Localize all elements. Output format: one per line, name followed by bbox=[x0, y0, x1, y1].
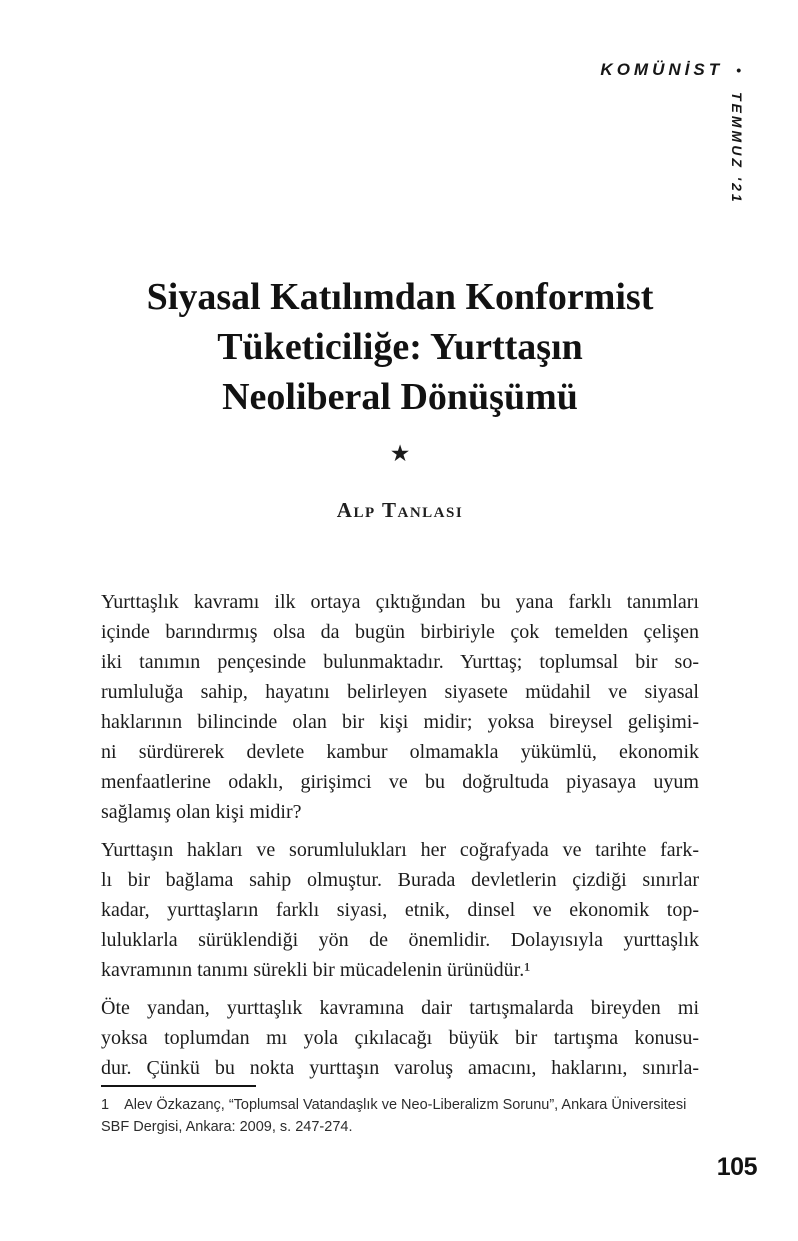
text-line: Tüketiciliğe: Yurttaşın bbox=[217, 326, 583, 368]
journal-masthead bbox=[600, 60, 741, 80]
article-title bbox=[100, 272, 700, 422]
paragraph bbox=[101, 993, 699, 1083]
bullet-icon: • bbox=[736, 62, 741, 78]
paragraph bbox=[101, 587, 699, 827]
footnote-line: SBF Dergisi, Ankara: 2009, s. 247-274. bbox=[101, 1119, 353, 1135]
text-line: Neoliberal Dönüşümü bbox=[222, 376, 578, 418]
page-number: 105 bbox=[716, 1153, 757, 1181]
text-line: menfaatlerine odaklı, girişimci ve bu doğrultuda piyasaya uyum bbox=[101, 771, 699, 793]
text-line: kadar, yurttaşların farklı siyasi, etnik, dinsel ve ekonomik top- bbox=[101, 899, 699, 921]
text-line: sağlamış olan kişi midir? bbox=[101, 801, 302, 823]
issue-label: TEMMUZ '21 bbox=[729, 92, 745, 205]
author-name: Alp Tanlası bbox=[336, 498, 464, 522]
footnote-text: Alev Özkazanç, “Toplumsal Vatandaşlık ve Neo-Liberalizm Sorunu”, Ankara Üniversitesi bbox=[124, 1097, 687, 1113]
text-line: Yurttaşın hakları ve sorumlulukları her coğrafyada ve tarihte fark- bbox=[101, 839, 699, 861]
text-line: kavramının tanımı sürekli bir mücadelenin ürünüdür.¹ bbox=[101, 959, 531, 981]
footnote-line bbox=[101, 1094, 701, 1116]
paragraph bbox=[101, 835, 699, 985]
text-line: iki tanımın pençesinde bulunmaktadır. Yurttaş; toplumsal bir so- bbox=[101, 651, 699, 673]
text-line: rumluluğa sahip, hayatını belirleyen siyasete müdahil ve siyasal bbox=[101, 681, 699, 703]
text-line: luluklarla sürüklendiği yön de önemlidir. Dolayısıyla yurttaşlık bbox=[101, 929, 699, 951]
text-line: yoksa toplumdan mı yola çıkılacağı büyük bir tartışma konusu- bbox=[101, 1027, 699, 1049]
footnote-number: 1 bbox=[101, 1097, 110, 1113]
star-icon: ★ bbox=[389, 441, 411, 466]
text-line: Öte yandan, yurttaşlık kavramına dair tartışmalarda bireyden mi bbox=[101, 997, 699, 1019]
text-line: ni sürdürerek devlete kambur olmamakla yükümlü, ekonomik bbox=[101, 741, 699, 763]
text-line: lı bir bağlama sahip olmuştur. Burada devletlerin çizdiği sınırlar bbox=[101, 869, 699, 891]
journal-name: KOMÜNİST bbox=[600, 60, 724, 79]
footnote-divider bbox=[101, 1085, 256, 1087]
text-line: Yurttaşlık kavramı ilk ortaya çıktığından bu yana farklı tanımları bbox=[101, 591, 699, 613]
article-body bbox=[101, 587, 699, 1091]
text-line: dur. Çünkü bu nokta yurttaşın varoluş amacını, haklarını, sınırla- bbox=[101, 1057, 699, 1079]
text-line: haklarının bilincinde olan bir kişi midir; yoksa bireysel gelişimi- bbox=[101, 711, 699, 733]
text-line: içinde barındırmış olsa da bugün birbiriyle çok temelden çelişen bbox=[101, 621, 699, 643]
text-line: Siyasal Katılımdan Konformist bbox=[146, 276, 654, 318]
footnote bbox=[101, 1085, 701, 1138]
